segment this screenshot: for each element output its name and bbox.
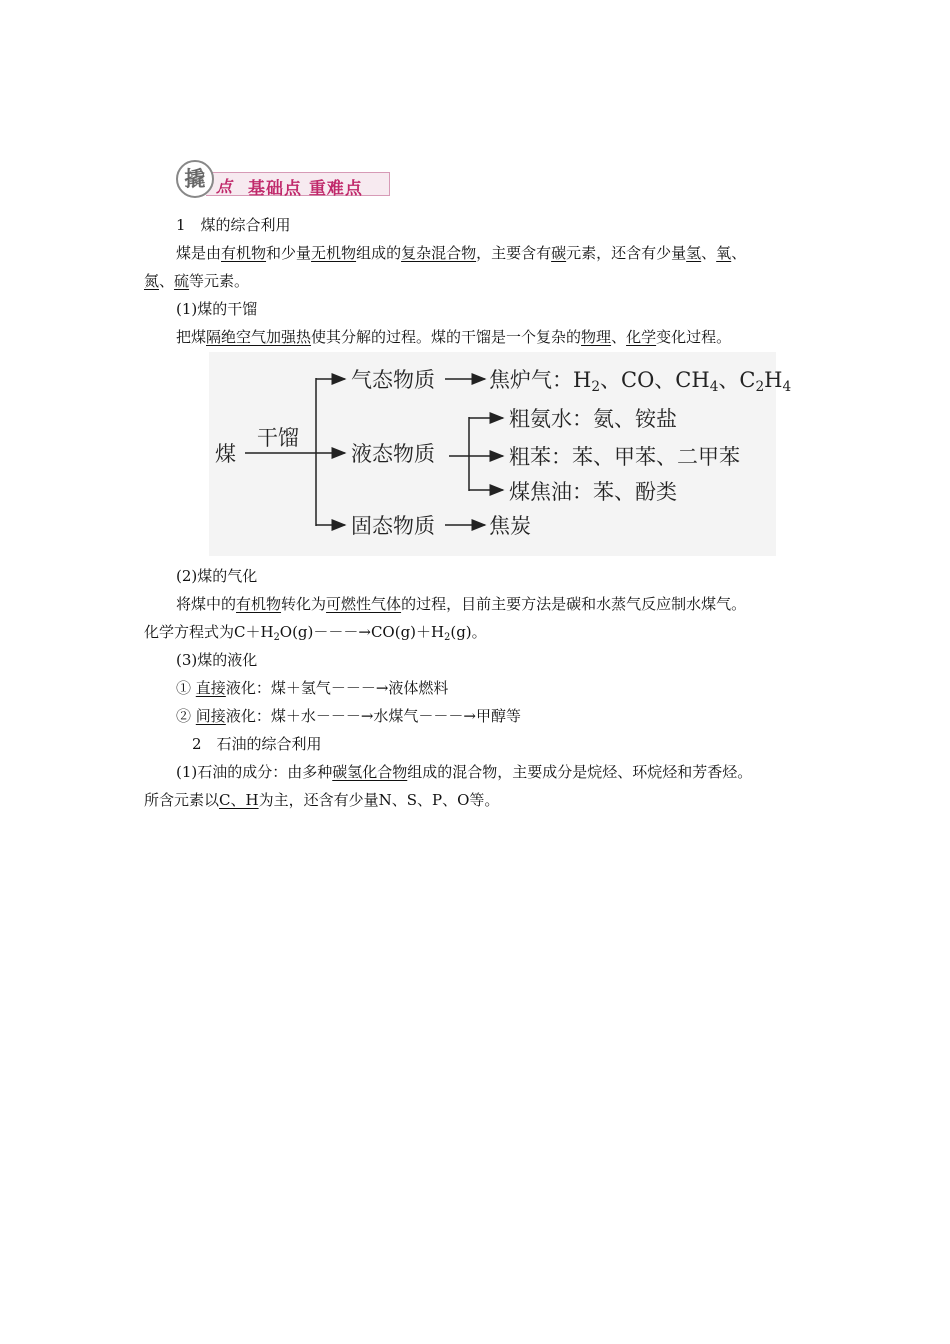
sub3-item1: ① 直接液化：煤＋氢气－－－→液体燃料 — [176, 679, 449, 697]
diagram-liquid-product: 煤焦油：苯、酚类 — [509, 480, 677, 504]
sub1-text: 把煤隔绝空气加强热使其分解的过程。煤的干馏是一个复杂的物理、化学变化过程。 — [176, 328, 732, 346]
diagram-solid-label: 固态物质 — [351, 514, 435, 538]
diagram-source: 煤 — [215, 442, 236, 466]
dry-distillation-diagram — [209, 352, 792, 556]
banner-title: 基础点 重难点 — [248, 179, 363, 199]
diagram-liquid-product: 粗苯：苯、甲苯、二甲苯 — [509, 445, 740, 469]
sub2-equation: 化学方程式为$C+H_2O(g)---\to CO(g)+H_2(g)$。 — [144, 623, 487, 643]
intro-line1: 煤是由有机物和少量无机物组成的复杂混合物，主要含有碳元素，还含有少量氢、氧、 — [176, 244, 747, 262]
diagram-solid-product: 焦炭 — [489, 514, 531, 538]
banner-badge: 撬 — [176, 160, 214, 198]
intro-line2: 氮、硫等元素。 — [144, 272, 250, 290]
banner-badge-tail: 点 — [216, 177, 233, 196]
diagram-gas-label: 气态物质 — [351, 368, 435, 392]
section-banner — [176, 160, 390, 200]
section1-heading: 1 煤的综合利用 — [176, 216, 291, 234]
section2-line1: (1)石油的成分：由多种碳氢化合物组成的混合物，主要成分是烷烃、环烷烃和芳香烃。 — [176, 763, 753, 781]
sub3-item2: ② 间接液化：煤＋水－－－→水煤气－－－→甲醇等 — [176, 707, 521, 725]
diagram-liquid-product: 粗氨水：氨、铵盐 — [509, 407, 677, 431]
sub1-heading: (1)煤的干馏 — [176, 300, 258, 318]
section2-heading: 2 石油的综合利用 — [192, 735, 322, 753]
diagram-gas-product: 焦炉气：$H_2$、CO、$CH_4$、$C_2H_4$ — [489, 368, 792, 396]
diagram-liquid-label: 液态物质 — [351, 442, 435, 466]
sub2-text: 将煤中的有机物转化为可燃性气体的过程，目前主要方法是碳和水蒸气反应制水煤气。 — [176, 595, 747, 613]
sub2-heading: (2)煤的气化 — [176, 567, 258, 585]
diagram-process: 干馏 — [257, 426, 299, 450]
sub3-heading: (3)煤的液化 — [176, 651, 258, 669]
section2-line2: 所含元素以C、H为主，还含有少量N、S、P、O等。 — [144, 791, 500, 809]
